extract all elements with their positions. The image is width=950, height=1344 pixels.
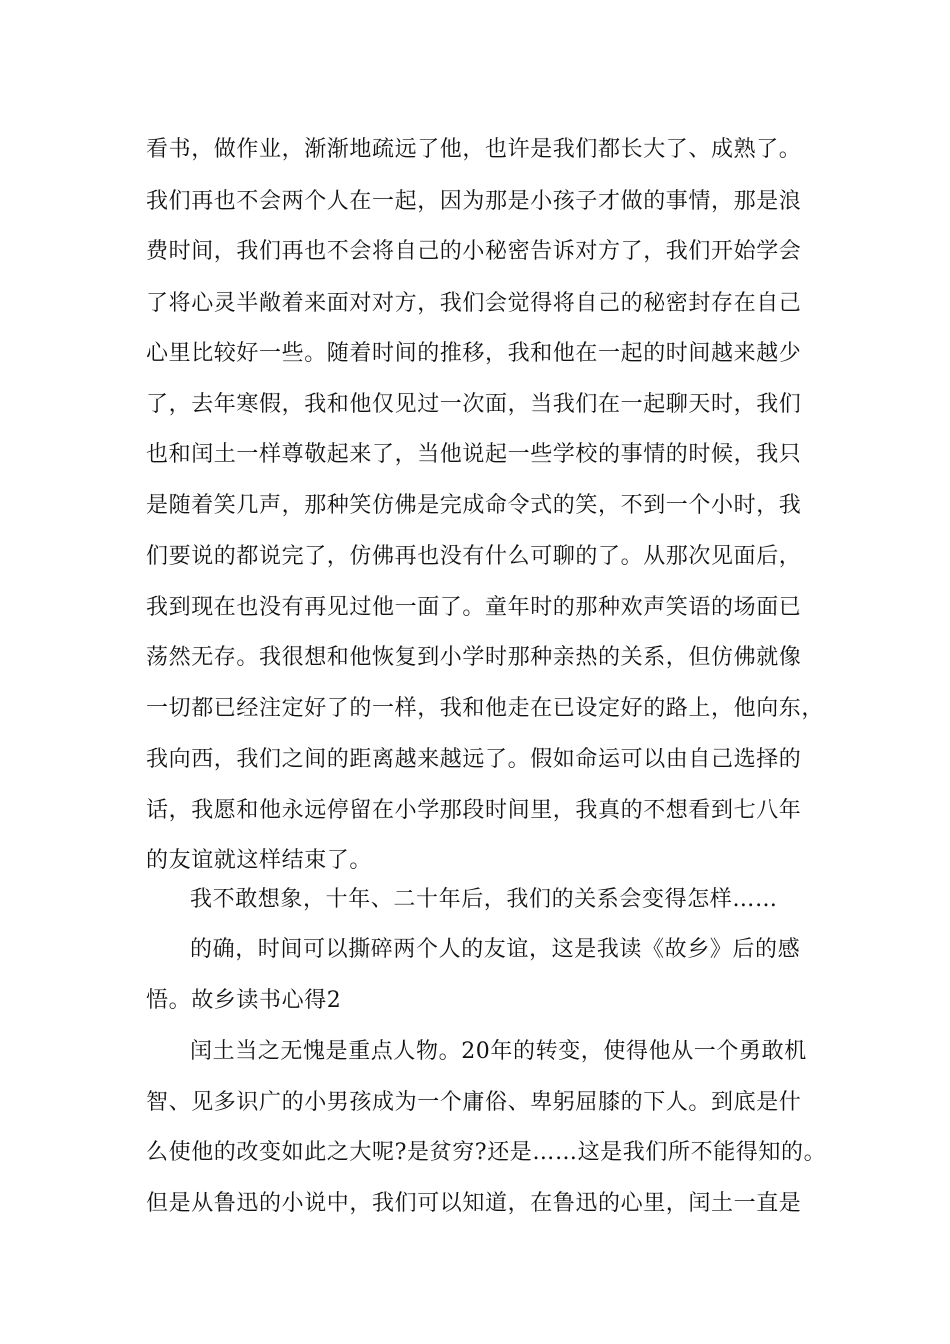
text-line: 但是从鲁迅的小说中，我们可以知道，在鲁迅的心里，闰土一直是 xyxy=(146,1191,802,1216)
text-line: 心里比较好一些。随着时间的推移，我和他在一起的时间越来越少 xyxy=(146,341,802,366)
text-line: 么使他的改变如此之大呢?是贫穷?还是……这是我们所不能得知的。 xyxy=(146,1140,827,1165)
text-line: 一切都已经注定好了的一样，我和他走在已设定好的路上，他向东， xyxy=(146,696,825,721)
text-line: 是随着笑几声，那种笑仿佛是完成命令式的笑，不到一个小时，我 xyxy=(146,493,802,518)
paragraph-first-line: 我不敢想象，十年、二十年后，我们的关系会变得怎样…… xyxy=(190,887,778,912)
text-line: 的友谊就这样结束了。 xyxy=(146,848,373,873)
text-line: 费时间，我们再也不会将自己的小秘密告诉对方了，我们开始学会 xyxy=(146,239,802,264)
text-line: 也和闰土一样尊敬起来了，当他说起一些学校的事情的时候，我只 xyxy=(146,442,802,467)
text-line: 看书，做作业，渐渐地疏远了他，也许是我们都长大了、成熟了。 xyxy=(146,137,802,162)
text-line: 们要说的都说完了，仿佛再也没有什么可聊的了。从那次见面后， xyxy=(146,544,802,569)
text-line: 了，去年寒假，我和他仅见过一次面，当我们在一起聊天时，我们 xyxy=(146,392,802,417)
paragraph-first-line: 的确，时间可以撕碎两个人的友谊，这是我读《故乡》后的感 xyxy=(190,937,801,962)
text-line: 话，我愿和他永远停留在小学那段时间里，我真的不想看到七八年 xyxy=(146,798,802,823)
paragraph-first-line: 闰土当之无愧是重点人物。20年的转变，使得他从一个勇敢机 xyxy=(190,1039,807,1064)
text-line: 我们再也不会两个人在一起，因为那是小孩子才做的事情，那是浪 xyxy=(146,189,802,214)
text-line: 了将心灵半敞着来面对对方，我们会觉得将自己的秘密封存在自己 xyxy=(146,291,802,316)
text-line: 荡然无存。我很想和他恢复到小学时那种亲热的关系，但仿佛就像 xyxy=(146,645,802,670)
text-line: 我到现在也没有再见过他一面了。童年时的那种欢声笑语的场面已 xyxy=(146,595,802,620)
text-line: 悟。故乡读书心得2 xyxy=(146,988,342,1013)
text-line: 智、见多识广的小男孩成为一个庸俗、卑躬屈膝的下人。到底是什 xyxy=(146,1090,802,1115)
text-line: 我向西，我们之间的距离越来越远了。假如命运可以由自己选择的 xyxy=(146,747,802,772)
